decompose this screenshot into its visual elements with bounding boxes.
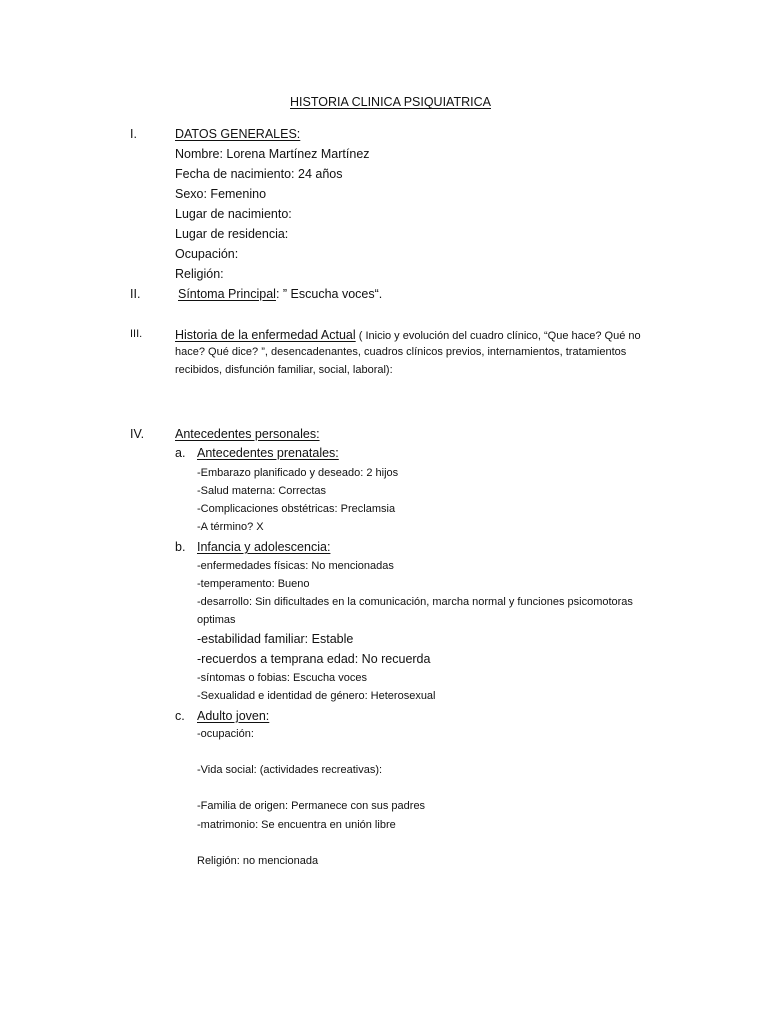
field-nombre: Nombre: Lorena Martínez Martínez (175, 147, 370, 161)
section-3-numeral: III. (130, 328, 143, 340)
section-4-heading: Antecedentes personales: (175, 427, 320, 441)
section-2-text: : ” Escucha voces“. (275, 287, 383, 301)
section-2-numeral: II. (130, 287, 141, 301)
infancia-item: -enfermedades físicas: No mencionadas (197, 560, 394, 572)
adulto-item: -ocupación: (197, 728, 254, 740)
section-3-line-1 (175, 327, 641, 343)
field-fecha-nacimiento: Fecha de nacimiento: 24 años (175, 167, 343, 181)
infancia-item: -síntomas o fobias: Escucha voces (197, 672, 367, 684)
subsection-a-letter: a. (175, 446, 186, 460)
field-religion: Religión: (175, 267, 224, 281)
infancia-item: -desarrollo: Sin dificultades en la comunicación, marcha normal y funciones psicomotoras (197, 596, 633, 608)
adulto-item: -matrimonio: Se encuentra en unión libre (197, 819, 396, 831)
section-2-heading: Síntoma Principal (178, 287, 276, 301)
section-3-text-3: recibidos, disfunción familiar, social, laboral): (175, 364, 393, 376)
section-1-heading: DATOS GENERALES: (175, 127, 301, 141)
infancia-item: -Sexualidad e identidad de género: Heterosexual (197, 690, 436, 702)
field-lugar-residencia: Lugar de residencia: (175, 227, 289, 241)
field-ocupacion: Ocupación: (175, 247, 239, 261)
section-1-numeral: I. (130, 127, 137, 141)
prenatal-item: -Embarazo planificado y deseado: 2 hijos (197, 467, 399, 479)
infancia-item-large: -estabilidad familiar: Estable (197, 632, 354, 646)
section-4-numeral: IV. (130, 427, 145, 441)
infancia-item-large: -recuerdos a temprana edad: No recuerda (197, 652, 431, 666)
adulto-item: Religión: no mencionada (197, 855, 319, 867)
subsection-a-heading: Antecedentes prenatales: (197, 446, 339, 460)
adulto-item: -Familia de origen: Permanece con sus padres (197, 800, 426, 812)
subsection-c-heading: Adulto joven: (197, 709, 270, 723)
adulto-item: -Vida social: (actividades recreativas): (197, 764, 383, 776)
subsection-b-letter: b. (175, 540, 186, 554)
field-lugar-nacimiento: Lugar de nacimiento: (175, 207, 292, 221)
field-sexo: Sexo: Femenino (175, 187, 267, 201)
prenatal-item: -A término? X (197, 521, 264, 533)
section-3-text-1: ( Inicio y evolución del cuadro clínico, “Que hace? Qué no (355, 330, 641, 342)
prenatal-item: -Salud materna: Correctas (197, 485, 326, 497)
infancia-item: -temperamento: Bueno (197, 578, 310, 590)
infancia-item: optimas (197, 614, 236, 626)
prenatal-item: -Complicaciones obstétricas: Preclamsia (197, 503, 396, 515)
subsection-c-letter: c. (175, 709, 185, 723)
section-3-heading: Historia de la enfermedad Actual (175, 328, 356, 342)
section-2-line (178, 288, 382, 301)
section-3-text-2: hace? Qué dice? ”, desencadenantes, cuadros clínicos previos, internamientos, tratamientos (175, 346, 627, 358)
subsection-b-heading: Infancia y adolescencia: (197, 540, 331, 554)
document-title: HISTORIA CLINICA PSIQUIATRICA (290, 95, 491, 109)
